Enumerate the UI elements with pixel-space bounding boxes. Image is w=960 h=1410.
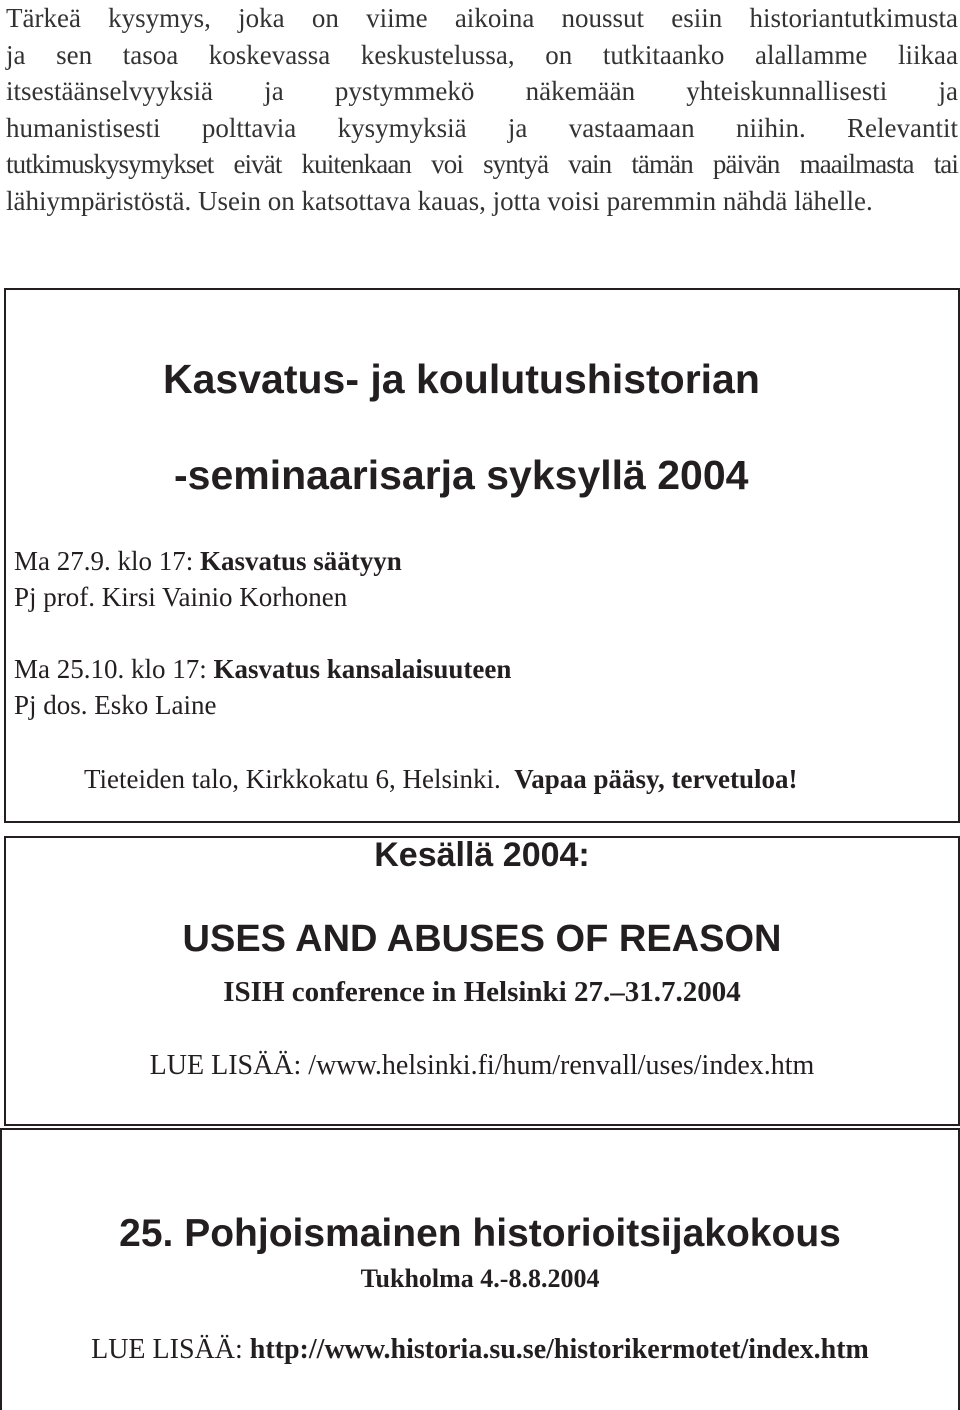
seminar-venue: Tieteiden talo, Kirkkokatu 6, Helsinki.	[84, 764, 501, 794]
intro-line: ja sen tasoa koskevassa keskustelussa, on tutkitaanko alallamme liikaa	[6, 39, 958, 70]
session-2-topic: Kasvatus kansalaisuuteen	[213, 654, 512, 684]
seminar-title-line-2: -seminaarisarja syksyllä 2004	[174, 452, 749, 498]
intro-paragraph	[6, 0, 958, 220]
intro-line: lähiympäristöstä. Usein on katsottava kauas, jotta voisi paremmin nähdä lähelle.	[6, 185, 873, 216]
session-1-topic: Kasvatus säätyyn	[200, 546, 402, 576]
session-1-heading	[14, 546, 402, 577]
nordic-meeting-subtitle: Tukholma 4.-8.8.2004	[360, 1264, 600, 1293]
seminar-welcome: Vapaa pääsy, tervetuloa!	[514, 764, 798, 794]
session-2-heading	[14, 654, 511, 685]
intro-line: itsestäänselvyyksiä ja pystymmekö näkemään yhteiskunnallisesti ja	[6, 76, 958, 107]
session-2-chair: Pj dos. Esko Laine	[14, 690, 217, 720]
seminar-title-line-1: Kasvatus- ja koulutushistorian	[163, 356, 760, 402]
summer-heading: Kesällä 2004:	[374, 836, 590, 874]
session-2-date: Ma 25.10. klo 17:	[14, 654, 214, 684]
summer-more-info[interactable]: LUE LISÄÄ: /www.helsinki.fi/hum/renvall/uses/index.htm	[149, 1050, 815, 1081]
nordic-more-link[interactable]: http://www.historia.su.se/historikermotet/index.htm	[249, 1334, 869, 1365]
intro-line: humanistisesti polttavia kysymyksiä ja vastaamaan niihin. Relevantit	[6, 112, 958, 143]
intro-line: tutkimuskysymykset eivät kuitenkaan voi syntyä vain tämän päivän maailmasta tai	[6, 149, 958, 180]
seminar-footer	[84, 764, 797, 795]
intro-line: Tärkeä kysymys, joka on viime aikoina noussut esiin historiantutkimusta	[6, 3, 958, 33]
nordic-more-info	[2, 1334, 958, 1366]
nordic-meeting-title: 25. Pohjoismainen historioitsijakokous	[119, 1212, 841, 1255]
nordic-meeting-box	[0, 1128, 960, 1410]
summer-conference-title: USES AND ABUSES OF REASON	[182, 918, 782, 960]
session-1-date: Ma 27.9. klo 17:	[14, 546, 200, 576]
session-1-chair: Pj prof. Kirsi Vainio Korhonen	[14, 582, 348, 612]
summer-conference-box	[4, 836, 960, 1126]
seminar-box	[4, 288, 960, 823]
nordic-more-label: LUE LISÄÄ:	[91, 1334, 250, 1365]
summer-conference-subtitle: ISIH conference in Helsinki 27.–31.7.2004	[223, 976, 741, 1008]
